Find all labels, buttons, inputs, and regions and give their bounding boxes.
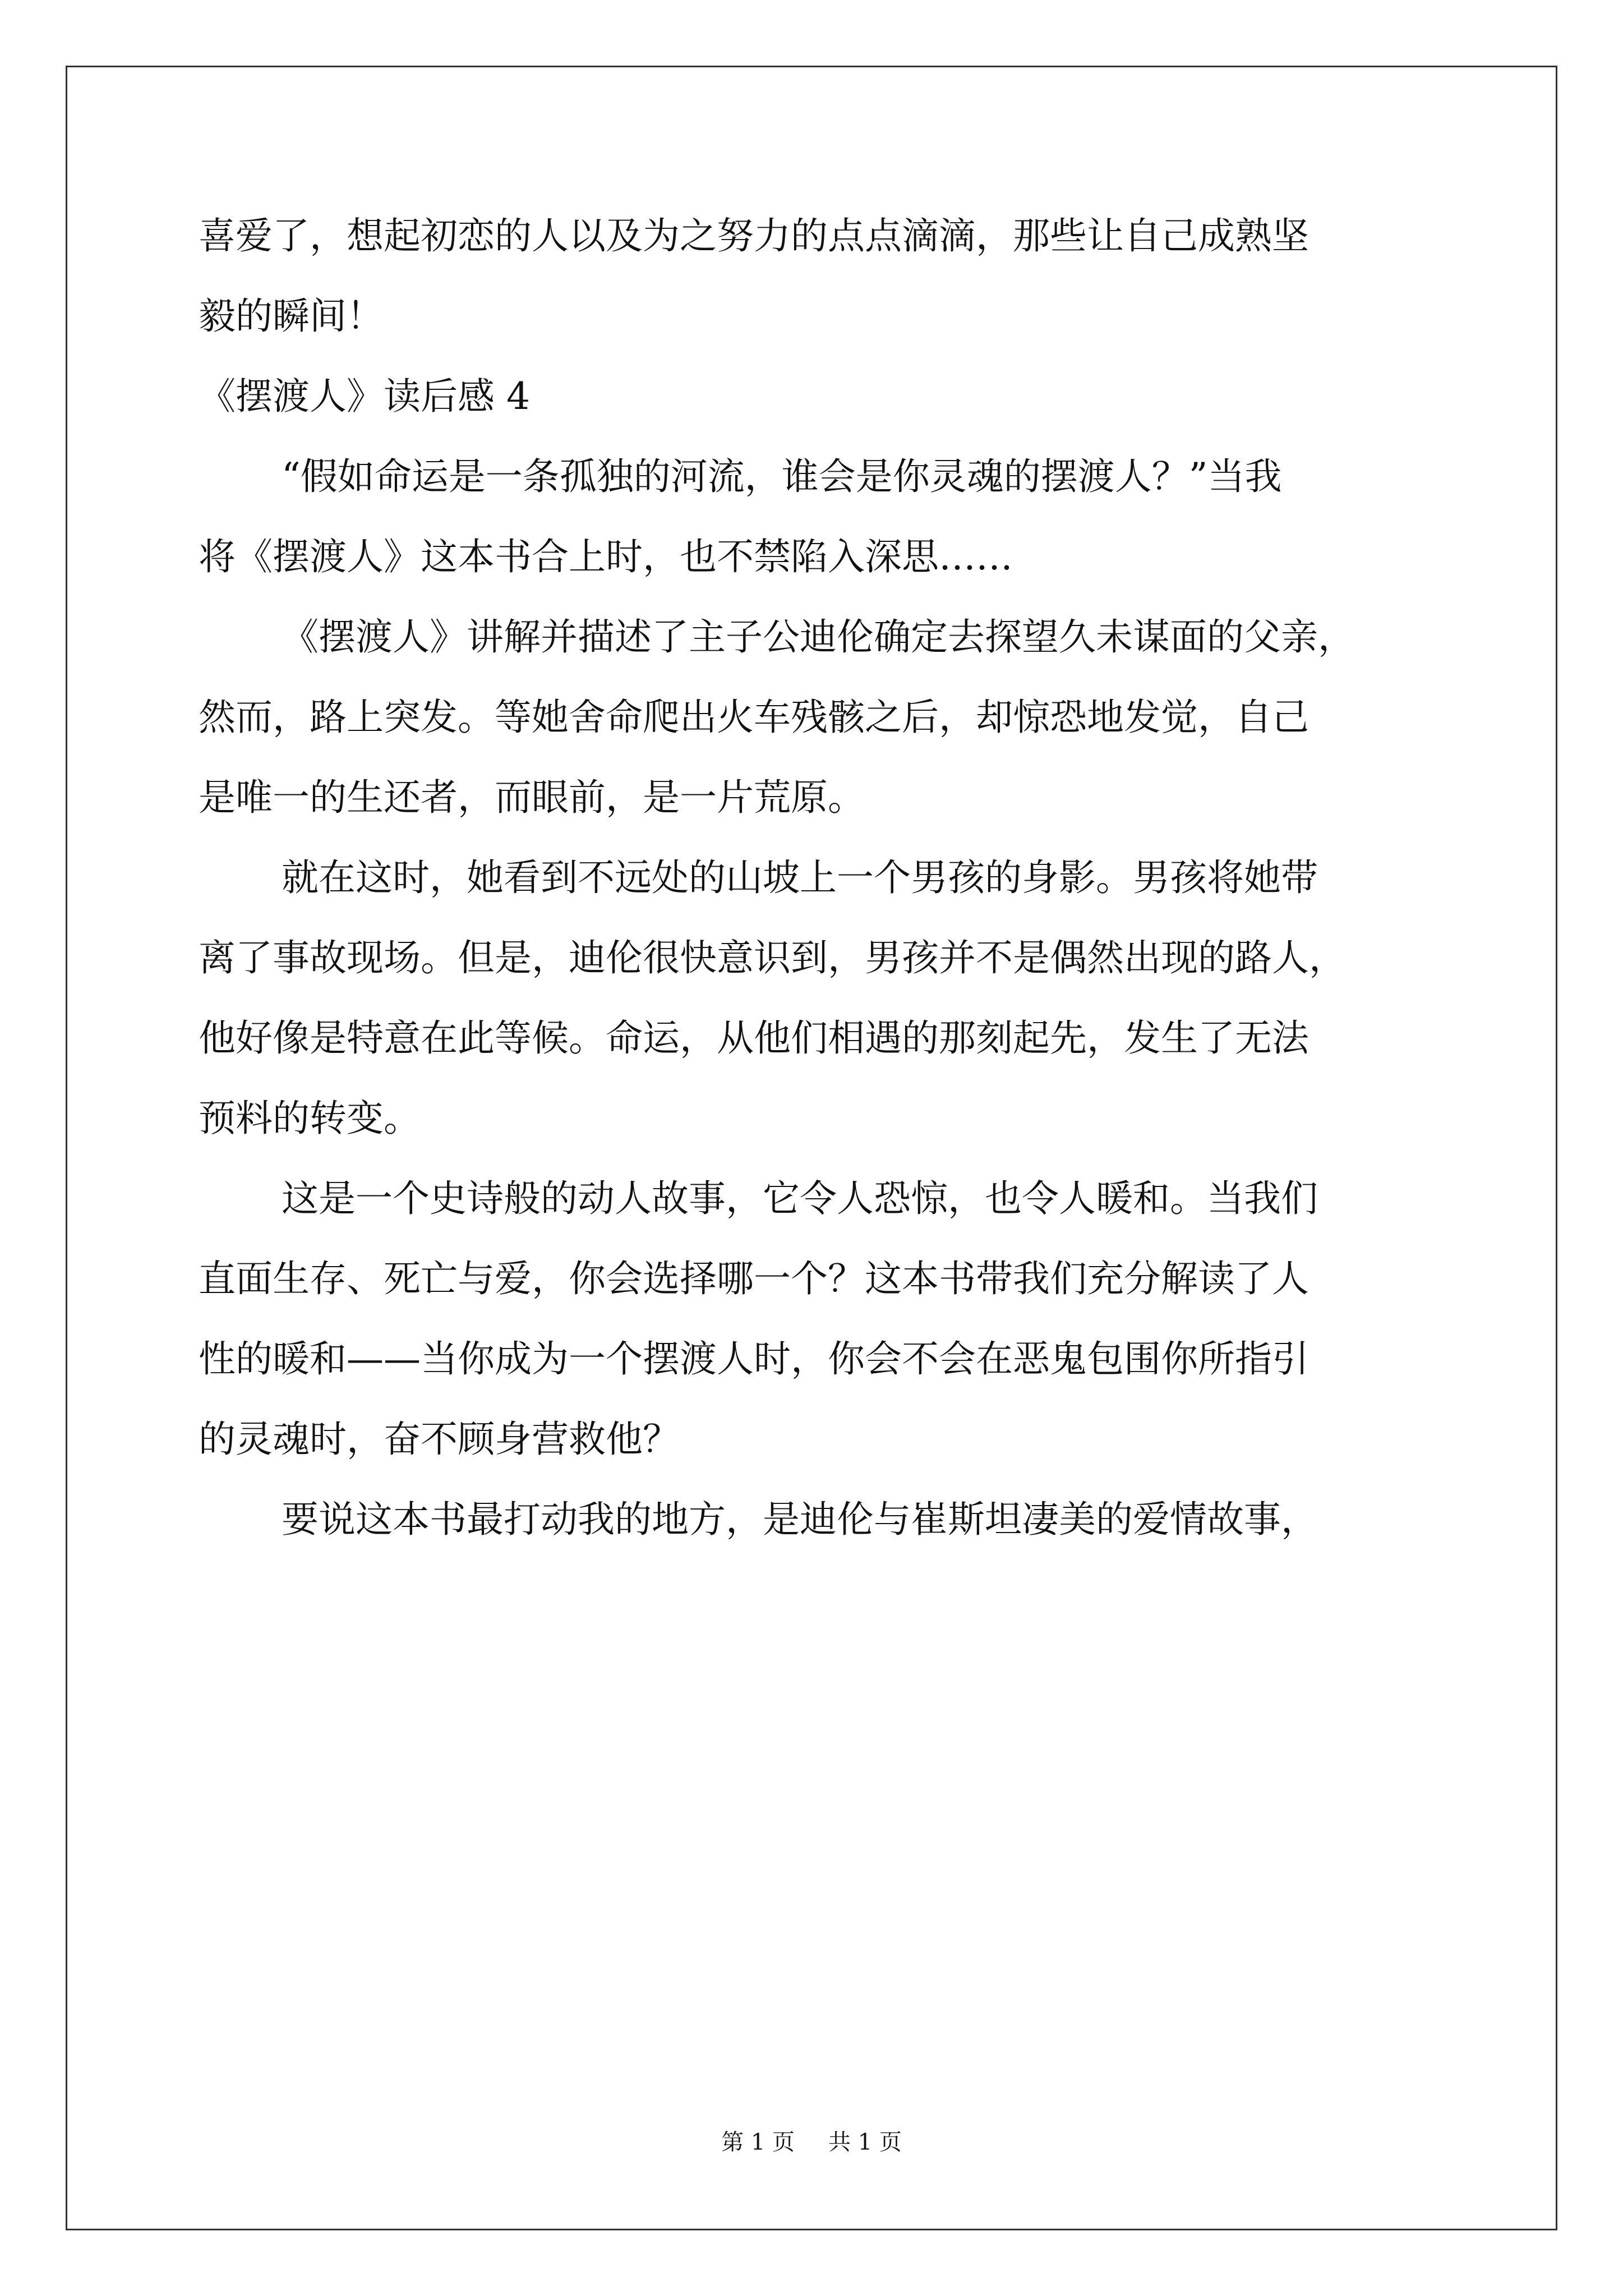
text-line: 就在这时，她看到不远处的山坡上一个男孩的身影。男孩将她带: [282, 856, 1318, 899]
text-line: 他好像是特意在此等候。命运，从他们相遇的那刻起先，发生了无法: [199, 1016, 1309, 1060]
text-line: 这是一个史诗般的动人故事，它令人恐惊，也令人暖和。当我们: [282, 1177, 1318, 1220]
text-line: 喜爱了，想起初恋的人以及为之努力的点点滴滴，那些让自己成熟坚: [199, 214, 1309, 257]
text-line: “假如命运是一条孤独的河流，谁会是你灵魂的摆渡人？”当我: [282, 455, 1282, 498]
page-number-current: 第 1 页: [721, 2129, 795, 2155]
text-line: 直面生存、死亡与爱，你会选择哪一个？这本书带我们充分解读了人: [199, 1257, 1309, 1300]
text-line: 是唯一的生还者，而眼前，是一片荒原。: [199, 776, 865, 819]
text-line: 离了事故现场。但是，迪伦很快意识到，男孩并不是偶然出现的路人，: [199, 936, 1346, 979]
text-line: 要说这本书最打动我的地方，是迪伦与崔斯坦凄美的爱情故事，: [282, 1498, 1318, 1541]
page-footer: [0, 2130, 1623, 2155]
text-line: 毅的瞬间！: [199, 295, 384, 338]
section-heading: 《摆渡人》读后感 4: [199, 375, 530, 418]
text-line: 《摆渡人》讲解并描述了主子公迪伦确定去探望久未谋面的父亲，: [282, 615, 1355, 659]
text-line: 的灵魂时，奋不顾身营救他？: [199, 1418, 680, 1461]
text-line: 预料的转变。: [199, 1097, 421, 1140]
text-line: 将《摆渡人》这本书合上时，也不禁陷入深思……: [199, 535, 1013, 578]
text-line: 性的暖和——当你成为一个摆渡人时，你会不会在恶鬼包围你所指引: [199, 1337, 1309, 1381]
text-line: 然而，路上突发。等她舍命爬出火车残骸之后，却惊恐地发觉，自己: [199, 696, 1309, 739]
page-number-total: 共 1 页: [828, 2129, 902, 2155]
